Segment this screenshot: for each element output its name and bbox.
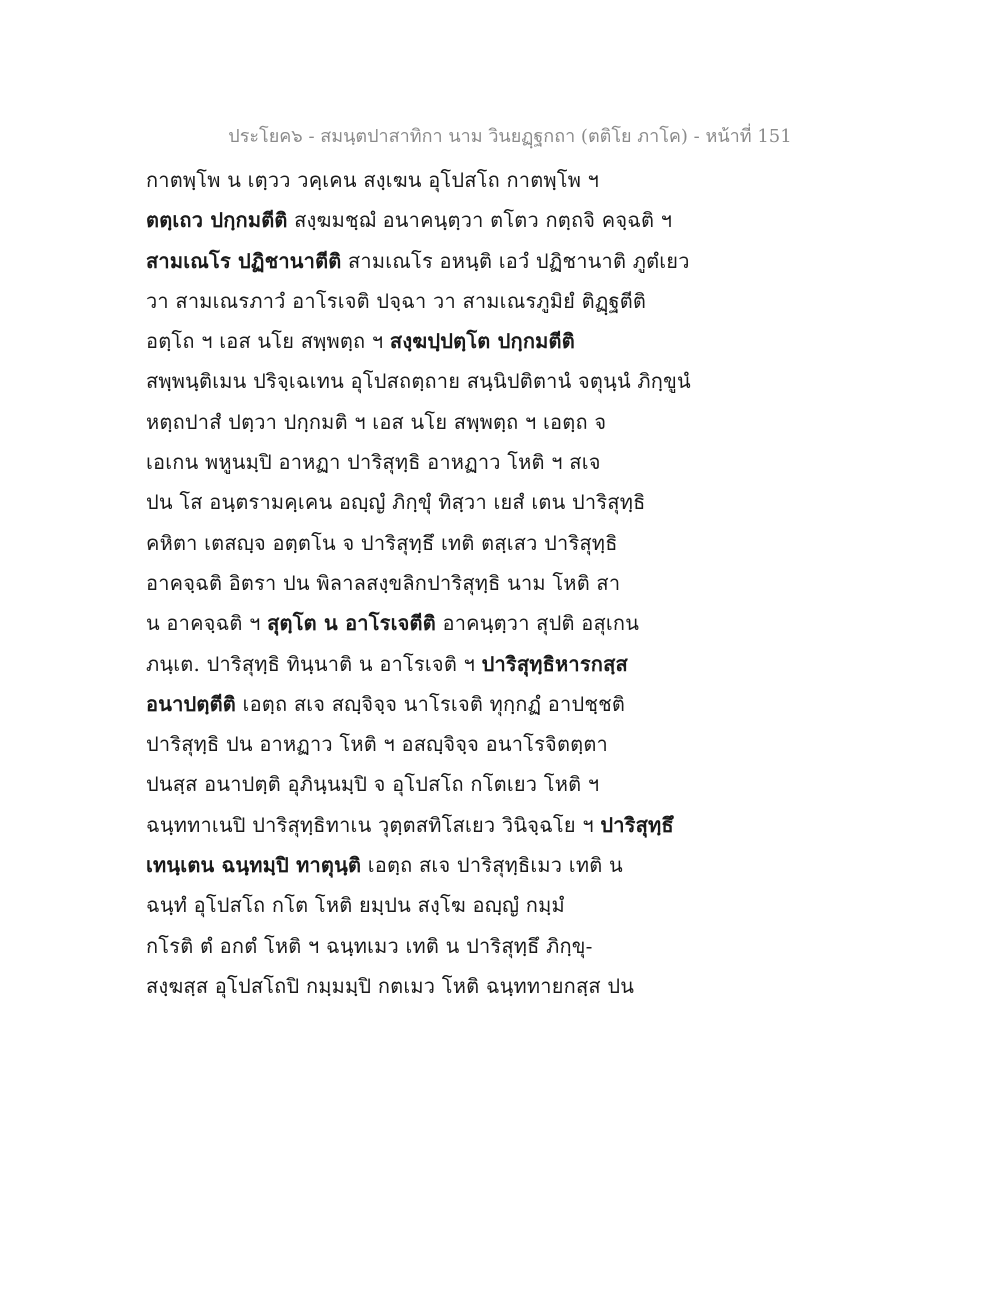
text-line bbox=[146, 200, 866, 240]
running-header: ประโยค๖ - สมนฺตปาสาทิกา นาม วินยฏฺฐกถา (ตติโย ภาโค) - หน้าที่ 151 bbox=[228, 126, 792, 147]
text-segment: กาตพฺโพ น เตฺวว วคฺเคน สงฺเฆน อุโปสโถ กาตพฺโพ ฯ bbox=[146, 168, 600, 192]
text-segment: เอตฺถ สเจ ปาริสุทฺธิเมว เทติ น bbox=[361, 853, 623, 878]
text-segment: เอตฺถ สเจ สญฺจิจฺจ นาโรเจติ ทุกฺกฏํ อาปชฺชติ bbox=[235, 691, 626, 716]
text-line bbox=[146, 845, 866, 885]
text-line bbox=[146, 442, 866, 482]
text-segment: เอเกน พหูนมฺปิ อาหฏา ปาริสุทฺธิ อาหฏาว โหติ ฯ สเจ bbox=[146, 450, 601, 475]
text-segment: ปนสฺส อนาปตฺติ อุภินฺนมฺปิ จ อุโปสโถ กโตเยว โหติ ฯ bbox=[146, 772, 600, 797]
text-segment: สงฺฆสฺส อุโปสโถปิ กมฺมมฺปิ กตเมว โหติ ฉนฺททายกสฺส ปน bbox=[146, 973, 635, 998]
text-segment: วา สามเณรภาวํ อาโรเจติ ปจฺฉา วา สามเณรภูมิยํ ติฏฺฐตีติ bbox=[146, 288, 647, 313]
bold-term: ปาริสุทฺธิหารกสฺส bbox=[481, 651, 628, 676]
text-segment: ปาริสุทฺธิ ปน อาหฏาว โหติ ฯ อสญฺจิจฺจ อนาโรจิตตฺตา bbox=[146, 732, 608, 757]
text-line bbox=[146, 361, 866, 401]
text-segment: น อาคจฺฉติ ฯ bbox=[146, 611, 268, 636]
text-segment: คหิตา เตสญฺจ อตฺตโน จ ปาริสุทฺธึ เทติ ตสฺเสว ปาริสุทฺธิ bbox=[146, 530, 618, 555]
bold-term: ปาริสุทฺธึ bbox=[600, 812, 674, 837]
text-segment: สามเณโร อหนฺติ เอวํ ปฏิชานาติ ภูตํเยว bbox=[341, 248, 690, 273]
bold-term: สุตฺโต น อาโรเจตีติ bbox=[267, 611, 436, 636]
text-line bbox=[146, 281, 866, 321]
text-line bbox=[146, 764, 866, 804]
text-line bbox=[146, 966, 866, 1006]
text-line bbox=[146, 684, 866, 724]
text-segment: อาคจฺฉติ อิตรา ปน พิลาลสงฺขลิกปาริสุทฺธิ นาม โหติ สา bbox=[146, 570, 621, 595]
bold-term: เทนฺเตน ฉนฺทมฺปิ ทาตุนฺติ bbox=[146, 853, 362, 878]
text-line bbox=[146, 805, 866, 845]
text-segment: อตฺโถ ฯ เอส นโย สพฺพตฺถ ฯ bbox=[146, 329, 390, 354]
text-segment: ภนฺเต. ปาริสุทฺธิ ทินฺนาติ น อาโรเจติ ฯ bbox=[146, 651, 482, 676]
text-line bbox=[146, 523, 866, 563]
text-line bbox=[146, 603, 866, 643]
text-segment: หตฺถปาสํ ปตฺวา ปกฺกมติ ฯ เอส นโย สพฺพตฺถ ฯ เอตฺถ จ bbox=[146, 409, 607, 434]
text-line bbox=[146, 644, 866, 684]
bold-term: ตตฺเถว ปกฺกมตีติ bbox=[146, 208, 288, 233]
text-segment: สงฺฆมชฺฌํ อนาคนฺตฺวา ตโตว กตฺถจิ คจฺฉติ ฯ bbox=[287, 208, 673, 233]
text-line bbox=[146, 241, 866, 281]
text-segment: สพฺพนฺติเมน ปริจฺเฉเทน อุโปสถตฺถาย สนฺนิปติตานํ จตุนฺนํ ภิกฺขูนํ bbox=[146, 369, 691, 394]
text-line bbox=[146, 321, 866, 361]
text-segment: กโรติ ตํ อกตํ โหติ ฯ ฉนฺทเมว เทติ น ปาริสุทฺธึ ภิกฺขุ- bbox=[146, 933, 593, 958]
text-line bbox=[146, 926, 866, 966]
text-line bbox=[146, 724, 866, 764]
text-line bbox=[146, 482, 866, 522]
text-segment: ฉนฺททาเนปิ ปาริสุทฺธิทาเน วุตฺตสทิโสเยว วินิจฺฉโย ฯ bbox=[146, 812, 601, 837]
bold-term: สงฺฆปฺปตฺโต ปกฺกมตีติ bbox=[389, 329, 575, 354]
text-line bbox=[146, 402, 866, 442]
text-line bbox=[146, 160, 866, 200]
text-segment: ฉนฺทํ อุโปสโถ กโต โหติ ยมฺปน สงฺโฆ อญฺญํ กมฺมํ bbox=[146, 893, 565, 918]
text-line bbox=[146, 885, 866, 925]
body-text bbox=[146, 160, 866, 1006]
bold-term: อนาปตฺตีติ bbox=[146, 691, 236, 716]
text-line bbox=[146, 563, 866, 603]
text-segment: อาคนฺตฺวา สุปติ อสุเกน bbox=[435, 611, 640, 636]
bold-term: สามเณโร ปฏิชานาตีติ bbox=[146, 248, 342, 273]
text-segment: ปน โส อนฺตรามคฺเคน อญฺญํ ภิกฺขุํ ทิสฺวา เยสํ เตน ปาริสุทฺธิ bbox=[146, 490, 646, 515]
